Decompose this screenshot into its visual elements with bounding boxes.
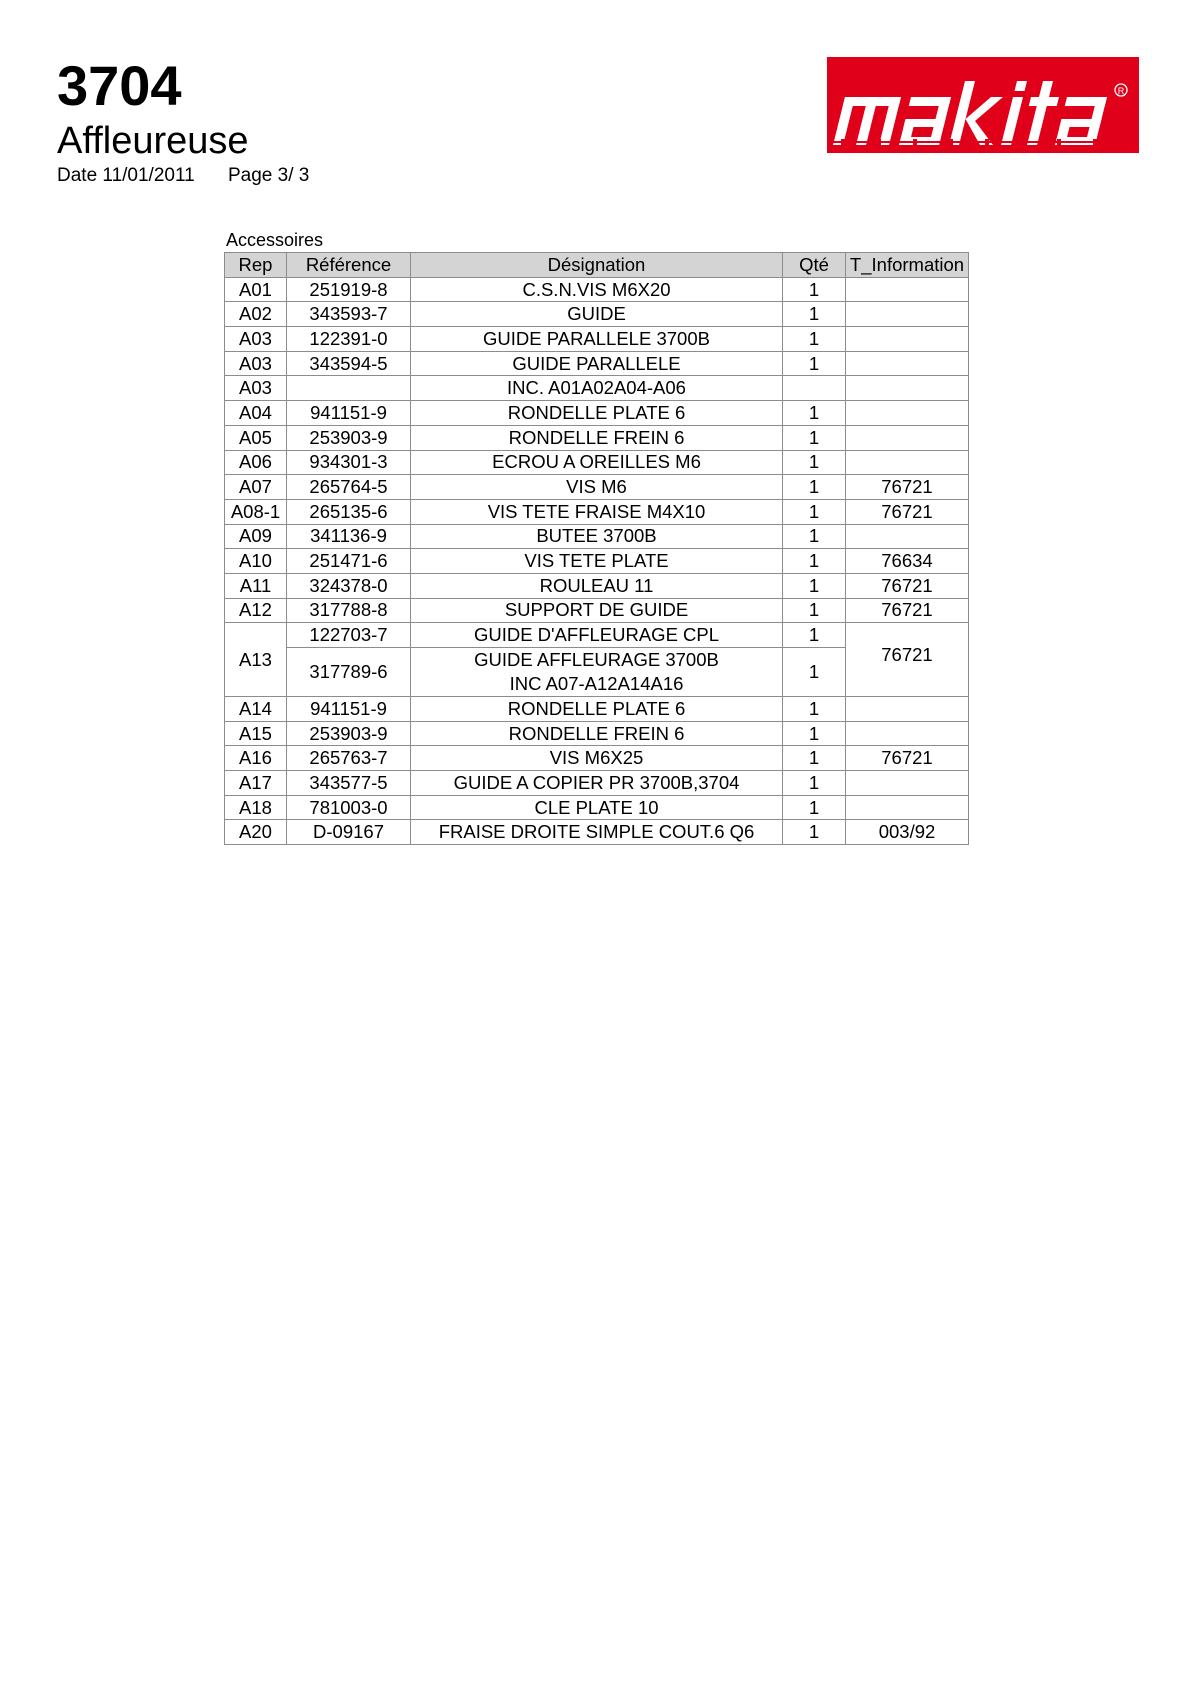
parts-table (224, 252, 969, 845)
cell-rep: A12 (225, 598, 287, 623)
cell-reference: 265135-6 (287, 499, 411, 524)
cell-rep: A11 (225, 573, 287, 598)
cell-info (846, 351, 969, 376)
table-row (225, 746, 969, 771)
table-row (225, 327, 969, 352)
cell-info (846, 376, 969, 401)
table-row (225, 549, 969, 574)
cell-reference: 122391-0 (287, 327, 411, 352)
cell-qty: 1 (783, 277, 846, 302)
cell-rep: A18 (225, 795, 287, 820)
cell-qty: 1 (783, 648, 846, 697)
cell-designation (411, 648, 783, 697)
cell-rep: A17 (225, 771, 287, 796)
cell-rep: A03 (225, 327, 287, 352)
cell-info (846, 697, 969, 722)
table-row (225, 721, 969, 746)
cell-reference (287, 376, 411, 401)
cell-qty: 1 (783, 820, 846, 845)
cell-qty: 1 (783, 746, 846, 771)
cell-reference: 343594-5 (287, 351, 411, 376)
cell-info: 76721 (846, 475, 969, 500)
makita-logo (827, 57, 1139, 153)
cell-info: 003/92 (846, 820, 969, 845)
cell-qty: 1 (783, 425, 846, 450)
cell-designation: RONDELLE FREIN 6 (411, 721, 783, 746)
cell-qty: 1 (783, 475, 846, 500)
table-body-top (225, 277, 969, 623)
table-group-a13 (225, 623, 969, 697)
registered-letter: R (1117, 86, 1125, 96)
table-row (225, 771, 969, 796)
table-row (225, 351, 969, 376)
cell-reference: 941151-9 (287, 401, 411, 426)
table-row (225, 401, 969, 426)
cell-qty: 1 (783, 401, 846, 426)
cell-rep: A03 (225, 376, 287, 401)
cell-reference: 251919-8 (287, 277, 411, 302)
table-row (225, 697, 969, 722)
cell-rep: A07 (225, 475, 287, 500)
cell-rep: A03 (225, 351, 287, 376)
cell-rep: A14 (225, 697, 287, 722)
cell-info (846, 721, 969, 746)
date-text: Date 11/01/2011 (57, 165, 195, 186)
cell-reference: 265764-5 (287, 475, 411, 500)
cell-rep: A01 (225, 277, 287, 302)
cell-qty: 1 (783, 623, 846, 648)
table-row (225, 425, 969, 450)
column-header-rep: Rep (225, 253, 287, 278)
cell-reference: 122703-7 (287, 623, 411, 648)
column-header-qty: Qté (783, 253, 846, 278)
cell-rep: A04 (225, 401, 287, 426)
cell-designation: GUIDE D'AFFLEURAGE CPL (411, 623, 783, 648)
cell-reference: 343593-7 (287, 302, 411, 327)
cell-designation: BUTEE 3700B (411, 524, 783, 549)
cell-info: 76721 (846, 746, 969, 771)
cell-designation: RONDELLE PLATE 6 (411, 697, 783, 722)
cell-qty: 1 (783, 499, 846, 524)
cell-info (846, 425, 969, 450)
cell-reference: 253903-9 (287, 721, 411, 746)
cell-designation: GUIDE A COPIER PR 3700B,3704 (411, 771, 783, 796)
cell-info (846, 302, 969, 327)
section-title: Accessoires (226, 230, 324, 250)
cell-rep: A05 (225, 425, 287, 450)
table-row (225, 573, 969, 598)
cell-rep: A09 (225, 524, 287, 549)
cell-info: 76721 (846, 499, 969, 524)
cell-info: 76721 (846, 573, 969, 598)
table-row (225, 795, 969, 820)
cell-designation: VIS M6 (411, 475, 783, 500)
cell-qty: 1 (783, 598, 846, 623)
model-number: 3704 (57, 54, 182, 117)
cell-designation: ECROU A OREILLES M6 (411, 450, 783, 475)
table-header-row (225, 253, 969, 278)
cell-designation: VIS TETE PLATE (411, 549, 783, 574)
cell-reference: 317788-8 (287, 598, 411, 623)
cell-reference: 941151-9 (287, 697, 411, 722)
page-number: Page 3/ 3 (227, 165, 310, 186)
cell-qty: 1 (783, 573, 846, 598)
cell-qty: 1 (783, 771, 846, 796)
cell-designation: ROULEAU 11 (411, 573, 783, 598)
table-body-bottom (225, 697, 969, 845)
cell-reference: 343577-5 (287, 771, 411, 796)
cell-rep: A10 (225, 549, 287, 574)
cell-designation: VIS M6X25 (411, 746, 783, 771)
cell-reference: 265763-7 (287, 746, 411, 771)
column-header-reference: Référence (287, 253, 411, 278)
cell-qty: 1 (783, 351, 846, 376)
cell-qty: 1 (783, 524, 846, 549)
cell-designation: GUIDE (411, 302, 783, 327)
cell-info (846, 450, 969, 475)
cell-qty: 1 (783, 795, 846, 820)
cell-designation: INC. A01A02A04-A06 (411, 376, 783, 401)
product-name: Affleureuse (57, 120, 249, 162)
table-row (225, 820, 969, 845)
table-row (225, 376, 969, 401)
cell-rep: A20 (225, 820, 287, 845)
cell-info (846, 795, 969, 820)
cell-qty: 1 (783, 302, 846, 327)
cell-info (846, 771, 969, 796)
cell-designation: RONDELLE PLATE 6 (411, 401, 783, 426)
cell-rep: A15 (225, 721, 287, 746)
cell-info (846, 643, 969, 697)
cell-designation: FRAISE DROITE SIMPLE COUT.6 Q6 (411, 820, 783, 845)
cell-rep: A02 (225, 302, 287, 327)
cell-info (846, 327, 969, 352)
designation-line-2: INC A07-A12A14A16 (509, 673, 684, 694)
cell-designation: VIS TETE FRAISE M4X10 (411, 499, 783, 524)
cell-reference: 781003-0 (287, 795, 411, 820)
table-row (225, 277, 969, 302)
table-row (225, 598, 969, 623)
cell-designation: CLE PLATE 10 (411, 795, 783, 820)
table-row (225, 302, 969, 327)
cell-rep: A06 (225, 450, 287, 475)
designation-line-1: GUIDE AFFLEURAGE 3700B (474, 649, 719, 670)
cell-reference: 324378-0 (287, 573, 411, 598)
cell-info (846, 277, 969, 302)
cell-rep: A13 (225, 623, 287, 697)
cell-info (846, 524, 969, 549)
cell-qty: 1 (783, 450, 846, 475)
cell-qty: 1 (783, 721, 846, 746)
cell-designation: C.S.N.VIS M6X20 (411, 277, 783, 302)
table-row (225, 524, 969, 549)
document-meta (57, 166, 309, 185)
cell-info: 76634 (846, 549, 969, 574)
table-row (225, 499, 969, 524)
cell-rep: A08-1 (225, 499, 287, 524)
info-value: 76721 (881, 643, 933, 665)
cell-rep: A16 (225, 746, 287, 771)
cell-info (846, 401, 969, 426)
cell-designation: GUIDE PARALLELE 3700B (411, 327, 783, 352)
cell-designation: SUPPORT DE GUIDE (411, 598, 783, 623)
table-row (225, 475, 969, 500)
cell-reference: 253903-9 (287, 425, 411, 450)
cell-qty: 1 (783, 697, 846, 722)
cell-designation: GUIDE PARALLELE (411, 351, 783, 376)
cell-qty (783, 376, 846, 401)
cell-qty: 1 (783, 549, 846, 574)
column-header-info: T_Information (846, 253, 969, 278)
cell-info: 76721 (846, 598, 969, 623)
column-header-designation: Désignation (411, 253, 783, 278)
cell-reference: 317789-6 (287, 648, 411, 697)
cell-reference: 341136-9 (287, 524, 411, 549)
cell-qty: 1 (783, 327, 846, 352)
cell-designation: RONDELLE FREIN 6 (411, 425, 783, 450)
cell-reference: 251471-6 (287, 549, 411, 574)
cell-reference: D-09167 (287, 820, 411, 845)
table-row (225, 450, 969, 475)
cell-reference: 934301-3 (287, 450, 411, 475)
